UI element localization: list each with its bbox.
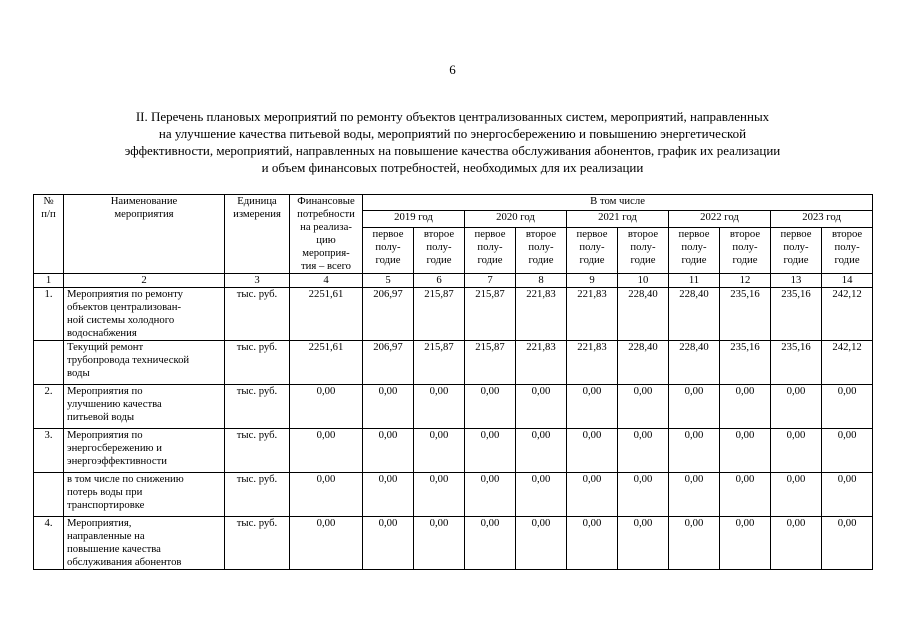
row-name: Мероприятия по ремонту объектов централизован- ной системы холодного водоснабжения [64,288,225,341]
header-second-half: второе полу- годие [720,227,771,274]
row-value: 228,40 [669,288,720,341]
row-value: 215,87 [414,288,465,341]
row-unit: тыс. руб. [225,385,290,429]
heading-line: на улучшение качества питьевой воды, мероприятий по энергосбережению и повышению энергетической [158,126,747,141]
row-value: 0,00 [567,473,618,517]
row-value: 0,00 [720,429,771,473]
table-row [34,517,873,570]
plan-table [33,194,873,570]
row-value: 0,00 [822,517,873,570]
table-row [34,385,873,429]
header-year: 2022 год [669,211,771,227]
row-name: в том числе по снижению потерь воды при транспортировке [64,473,225,517]
row-value: 0,00 [516,429,567,473]
column-number: 10 [618,274,669,288]
row-num: 2. [34,385,64,429]
column-number: 8 [516,274,567,288]
row-unit: тыс. руб. [225,517,290,570]
document-heading [40,108,865,176]
row-value: 235,16 [771,341,822,385]
row-value: 206,97 [363,288,414,341]
row-value: 242,12 [822,288,873,341]
row-name: Мероприятия по улучшению качества питьевой воды [64,385,225,429]
row-value: 0,00 [669,517,720,570]
row-value: 0,00 [465,517,516,570]
row-value: 0,00 [771,517,822,570]
row-value: 0,00 [414,517,465,570]
row-value: 0,00 [771,429,822,473]
row-num [34,341,64,385]
row-value: 0,00 [465,429,516,473]
row-value: 0,00 [669,429,720,473]
row-total: 2251,61 [290,341,363,385]
row-value: 0,00 [363,473,414,517]
row-value: 0,00 [669,385,720,429]
header-second-half: второе полу- годие [618,227,669,274]
row-value: 235,16 [771,288,822,341]
row-value: 215,87 [465,288,516,341]
column-number: 9 [567,274,618,288]
column-number: 2 [64,274,225,288]
header-second-half: второе полу- годие [822,227,873,274]
header-year: 2021 год [567,211,669,227]
row-value: 215,87 [465,341,516,385]
header-first-half: первое полу- годие [363,227,414,274]
header-total: Финансовые потребности на реализа- цию мероприя- тия – всего [290,195,363,274]
header-year: 2020 год [465,211,567,227]
row-value: 0,00 [720,517,771,570]
row-value: 0,00 [465,473,516,517]
heading-line: эффективности, мероприятий, направленных на повышение качества обслуживания абонентов, график их реализации [124,143,781,158]
row-value: 0,00 [720,385,771,429]
row-name: Текущий ремонт трубопровода технической воды [64,341,225,385]
row-value: 228,40 [618,288,669,341]
header-first-half: первое полу- годие [771,227,822,274]
row-value: 242,12 [822,341,873,385]
table-row [34,341,873,385]
row-value: 0,00 [822,429,873,473]
row-total: 0,00 [290,429,363,473]
row-value: 0,00 [618,473,669,517]
row-num [34,473,64,517]
column-number: 14 [822,274,873,288]
row-unit: тыс. руб. [225,473,290,517]
row-value: 235,16 [720,341,771,385]
header-first-half: первое полу- годие [567,227,618,274]
row-value: 0,00 [363,429,414,473]
row-total: 2251,61 [290,288,363,341]
column-number: 1 [34,274,64,288]
row-value: 0,00 [771,385,822,429]
row-value: 221,83 [516,341,567,385]
page-number: 6 [449,62,456,77]
row-value: 0,00 [567,429,618,473]
header-year: 2023 год [771,211,873,227]
row-value: 0,00 [771,473,822,517]
row-value: 0,00 [720,473,771,517]
heading-line: II. Перечень плановых мероприятий по ремонту объектов централизованных систем, мероприятий, направленных [135,109,770,124]
header-unit: Единица измерения [225,195,290,274]
header-group: В том числе [363,195,873,211]
row-unit: тыс. руб. [225,341,290,385]
table-row [34,429,873,473]
row-total: 0,00 [290,385,363,429]
row-total: 0,00 [290,517,363,570]
table-row [34,288,873,341]
row-value: 228,40 [618,341,669,385]
row-name: Мероприятия по энергосбережению и энергоэффективности [64,429,225,473]
column-number: 4 [290,274,363,288]
row-value: 235,16 [720,288,771,341]
row-value: 0,00 [567,385,618,429]
row-value: 0,00 [516,473,567,517]
column-number: 11 [669,274,720,288]
row-num: 3. [34,429,64,473]
row-value: 0,00 [618,429,669,473]
column-number: 6 [414,274,465,288]
row-value: 206,97 [363,341,414,385]
row-value: 0,00 [516,517,567,570]
column-number: 12 [720,274,771,288]
table-row [34,473,873,517]
row-unit: тыс. руб. [225,429,290,473]
row-value: 221,83 [567,288,618,341]
row-value: 215,87 [414,341,465,385]
header-num: № п/п [34,195,64,274]
column-number: 3 [225,274,290,288]
row-value: 0,00 [822,385,873,429]
column-number: 13 [771,274,822,288]
row-unit: тыс. руб. [225,288,290,341]
header-first-half: первое полу- годие [669,227,720,274]
row-value: 0,00 [669,473,720,517]
header-year: 2019 год [363,211,465,227]
table-header [34,195,873,288]
table-body [34,288,873,570]
row-value: 0,00 [465,385,516,429]
row-num: 1. [34,288,64,341]
row-value: 0,00 [618,517,669,570]
row-value: 0,00 [567,517,618,570]
heading-line: и объем финансовых потребностей, необходимых для их реализации [261,160,644,175]
row-value: 228,40 [669,341,720,385]
row-value: 0,00 [414,473,465,517]
row-value: 221,83 [516,288,567,341]
row-value: 0,00 [822,473,873,517]
header-first-half: первое полу- годие [465,227,516,274]
row-name: Мероприятия, направленные на повышение качества обслуживания абонентов [64,517,225,570]
header-second-half: второе полу- годие [516,227,567,274]
row-value: 0,00 [516,385,567,429]
row-value: 0,00 [363,385,414,429]
header-name: Наименование мероприятия [64,195,225,274]
column-number: 7 [465,274,516,288]
header-second-half: второе полу- годие [414,227,465,274]
row-value: 0,00 [414,429,465,473]
row-value: 0,00 [414,385,465,429]
column-numbers-row [34,274,873,288]
row-value: 0,00 [618,385,669,429]
column-number: 5 [363,274,414,288]
row-value: 0,00 [363,517,414,570]
row-num: 4. [34,517,64,570]
row-total: 0,00 [290,473,363,517]
row-value: 221,83 [567,341,618,385]
